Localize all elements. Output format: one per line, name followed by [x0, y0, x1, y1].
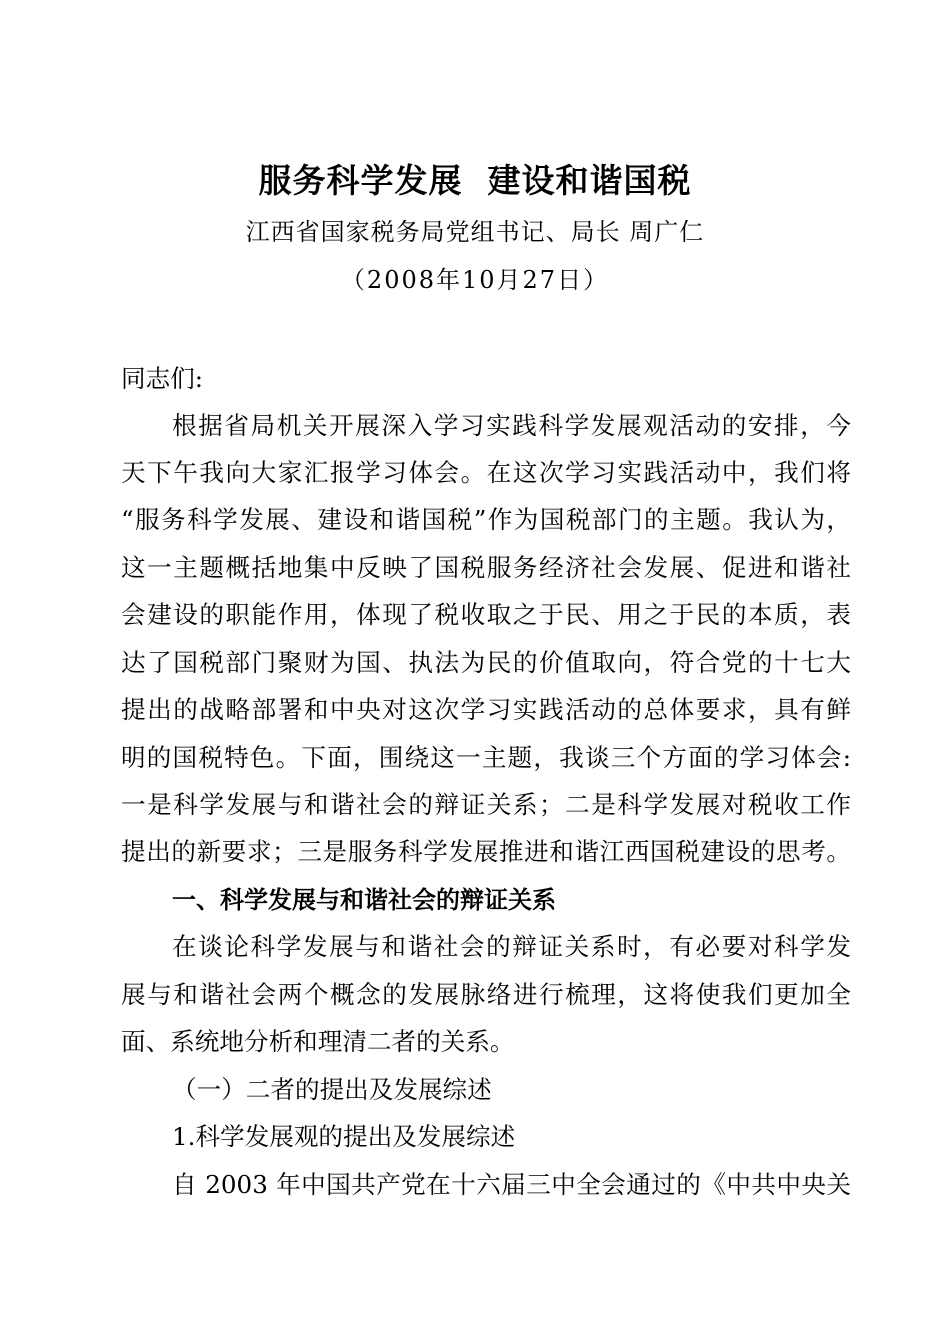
- paragraph-line: 展与和谐社会两个概念的发展脉络进行梳理，这将使我们更加全: [121, 980, 851, 1009]
- paragraph-line: 一是科学发展与和谐社会的辩证关系；二是科学发展对税收工作: [121, 790, 851, 819]
- paragraph-line: 自 2003 年中国共产党在十六届三中全会通过的《中共中央关: [172, 1170, 851, 1199]
- subsubsection-heading: 1.科学发展观的提出及发展综述: [172, 1122, 516, 1151]
- date-line: （2008年10月27日）: [340, 266, 610, 294]
- paragraph-line: 会建设的职能作用，体现了税收取之于民、用之于民的本质，表: [121, 600, 851, 629]
- paragraph-line: 面、系统地分析和理清二者的关系。: [121, 1027, 515, 1056]
- paragraph-line: 达了国税部门聚财为国、执法为民的价值取向，符合党的十七大: [121, 648, 851, 677]
- subsection-heading: （一）二者的提出及发展综述: [172, 1075, 492, 1104]
- paragraph-line: 根据省局机关开展深入学习实践科学发展观活动的安排，今: [172, 411, 851, 440]
- paragraph-line: 提出的战略部署和中央对这次学习实践活动的总体要求，具有鲜: [121, 695, 851, 724]
- paragraph-line: 这一主题概括地集中反映了国税服务经济社会发展、促进和谐社: [121, 553, 851, 582]
- section-heading: 一、科学发展与和谐社会的辩证关系: [172, 886, 556, 914]
- salutation: 同志们:: [121, 364, 204, 393]
- paragraph-line: 在谈论科学发展与和谐社会的辩证关系时，有必要对科学发: [172, 932, 851, 961]
- document-title: 服务科学发展 建设和谐国税: [258, 161, 692, 200]
- paragraph-line: “服务科学发展、建设和谐国税”作为国税部门的主题。我认为，: [121, 505, 851, 534]
- author-line: 江西省国家税务局党组书记、局长 周广仁: [245, 218, 705, 246]
- paragraph-line: 提出的新要求；三是服务科学发展推进和谐江西国税建设的思考。: [121, 837, 851, 866]
- paragraph-line: 天下午我向大家汇报学习体会。在这次学习实践活动中，我们将: [121, 458, 851, 487]
- paragraph-line: 明的国税特色。下面，围绕这一主题，我谈三个方面的学习体会:: [121, 743, 851, 772]
